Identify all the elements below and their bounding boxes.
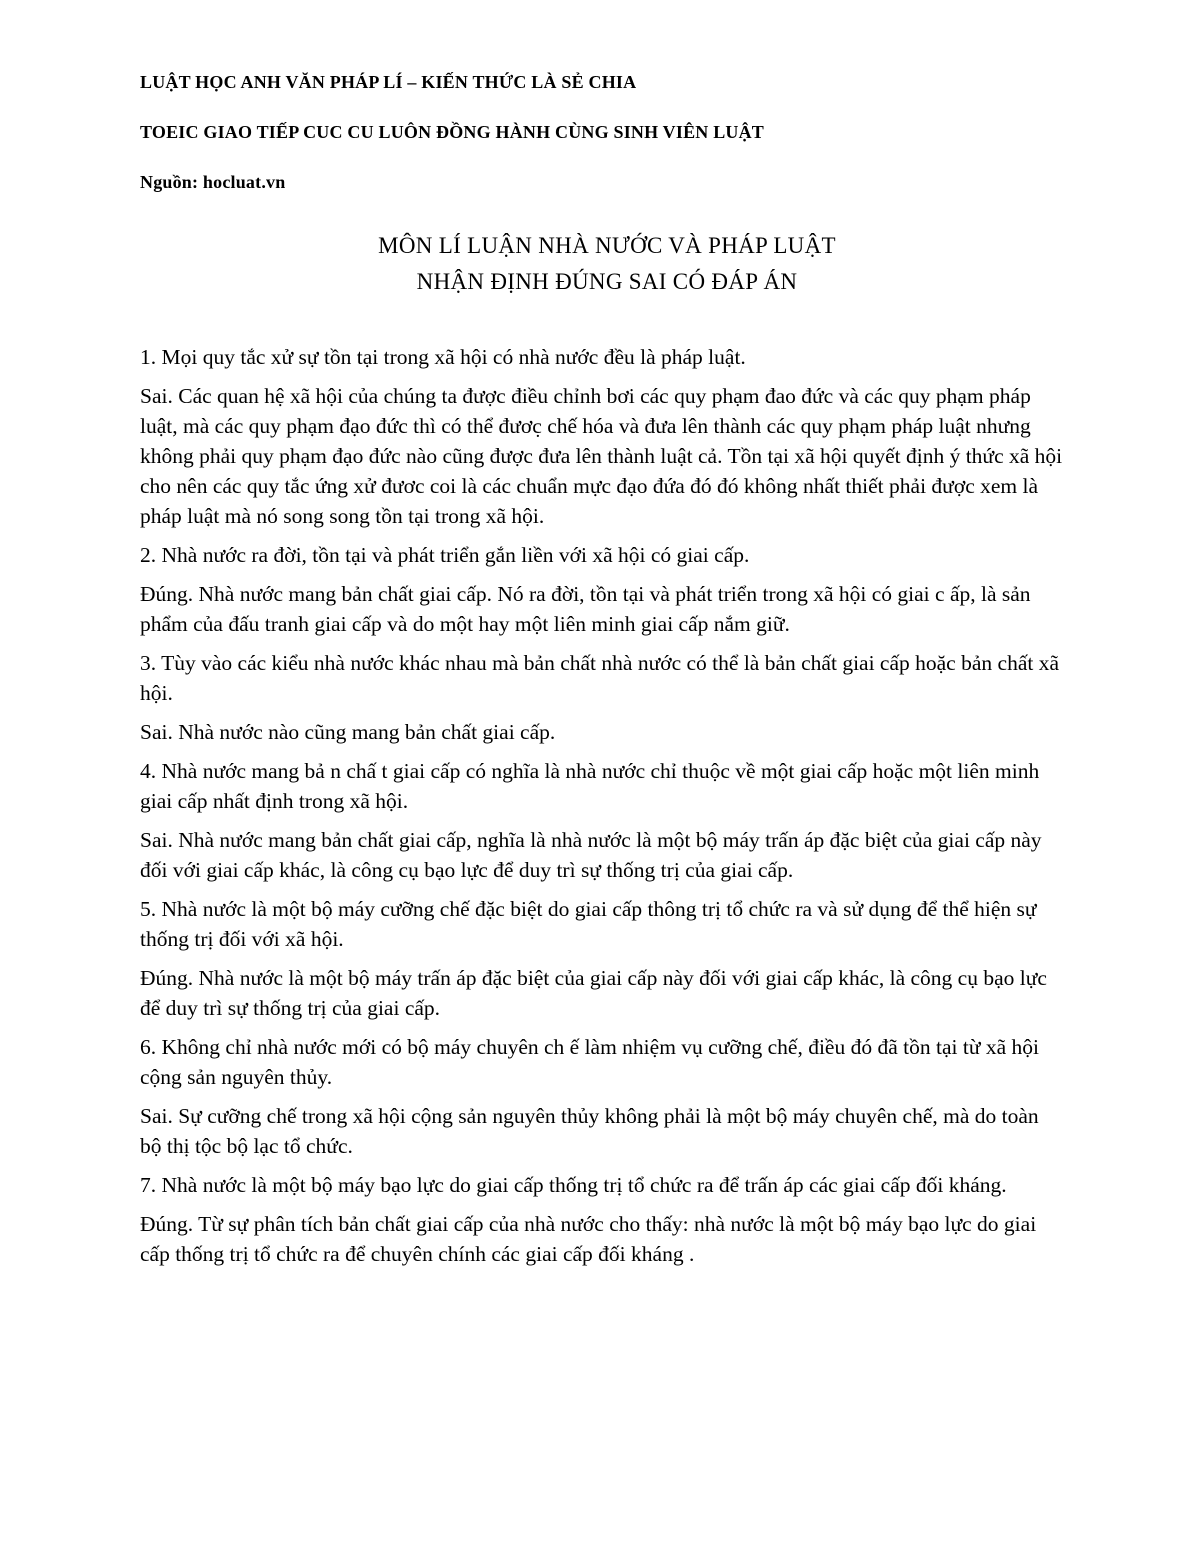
header-line-2: TOEIC GIAO TIẾP CUC CU LUÔN ĐỒNG HÀNH CÙNG SINH VIÊN LUẬT (140, 122, 764, 142)
answer-3: Sai. Nhà nước nào cũng mang bản chất giai cấp. (140, 720, 556, 744)
question-3: 3. Tùy vào các kiểu nhà nước khác nhau mà bản chất nhà nước có thể là bản chất giai cấp hoặc bản chất xã hội. (140, 651, 1059, 705)
answer-5: Đúng. Nhà nước là một bộ máy trấn áp đặc biệt của giai cấp này đối với giai cấp khác, là công cụ bạo lực để duy trì sự thống trị của giai cấp. (140, 966, 1047, 1020)
title-line-2: NHẬN ĐỊNH ĐÚNG SAI CÓ ĐÁP ÁN (416, 269, 798, 294)
answer-4: Sai. Nhà nước mang bản chất giai cấp, nghĩa là nhà nước là một bộ máy trấn áp đặc biệt của giai cấp này đối với giai cấp khác, là công cụ bạo lực để duy trì sự thống trị của giai cấp. (140, 828, 1042, 882)
question-4: 4. Nhà nước mang bả n chấ t giai cấp có nghĩa là nhà nước chỉ thuộc về một giai cấp hoặc một liên minh giai cấp nhất định trong xã hội. (140, 759, 1040, 813)
document-body (140, 342, 1065, 1278)
source-line: Nguồn: hocluat.vn (140, 172, 286, 192)
question-1: 1. Mọi quy tắc xử sự tồn tại trong xã hội có nhà nước đều là pháp luật. (140, 345, 746, 369)
document-title (0, 228, 1200, 300)
answer-2: Đúng. Nhà nước mang bản chất giai cấp. Nó ra đời, tồn tại và phát triển trong xã hội có giai c ấp, là sản phẩm của đấu tranh giai cấp và do một hay một liên minh giai cấp nắm giữ. (140, 582, 1031, 636)
header-line-1: LUẬT HỌC ANH VĂN PHÁP LÍ – KIẾN THỨC LÀ SẺ CHIA (140, 72, 637, 92)
question-2: 2. Nhà nước ra đời, tồn tại và phát triển gắn liền với xã hội có giai cấp. (140, 543, 750, 567)
answer-7: Đúng. Từ sự phân tích bản chất giai cấp của nhà nước cho thấy: nhà nước là một bộ máy bạo lực do giai cấp thống trị tổ chức ra để chuyên chính các giai cấp đối kháng . (140, 1212, 1037, 1266)
answer-6: Sai. Sự cưỡng chế trong xã hội cộng sản nguyên thủy không phải là một bộ máy chuyên chế, mà do toàn bộ thị tộc bộ lạc tổ chức. (140, 1104, 1039, 1158)
question-6: 6. Không chỉ nhà nước mới có bộ máy chuyên ch ế làm nhiệm vụ cưỡng chế, điều đó đã tồn tại từ xã hội cộng sản nguyên thủy. (140, 1035, 1039, 1089)
title-line-1: MÔN LÍ LUẬN NHÀ NƯỚC VÀ PHÁP LUẬT (378, 233, 836, 258)
answer-1: Sai. Các quan hệ xã hội của chúng ta được điều chỉnh bơi các quy phạm đao đức và các quy phạm pháp luật, mà các quy phạm đạo đức thì có thể đươc̣ chế hóa và đưa lên thành các quy phạm pháp luật nhưng không phải quy phạm đạo đức nào cũng được đưa lên thành luật cả. Tồn tại xã hội quyết định ý thức xã hội cho nên các quy tắc ứng xử đươc coi là các chuẩn mực đạo đứa đó đó không nhất thiết phải được xem là pháp luật mà nó song song tồn tại trong xã hội. (140, 384, 1063, 528)
question-5: 5. Nhà nước là một bộ máy cưỡng chế đặc biệt do giai cấp thông trị tổ chức ra và sử dụng để thể hiện sự thống trị đối với xã hội. (140, 897, 1037, 951)
question-7: 7. Nhà nước là một bộ máy bạo lực do giai cấp thống trị tổ chức ra để trấn áp các giai cấp đối kháng. (140, 1173, 1007, 1197)
